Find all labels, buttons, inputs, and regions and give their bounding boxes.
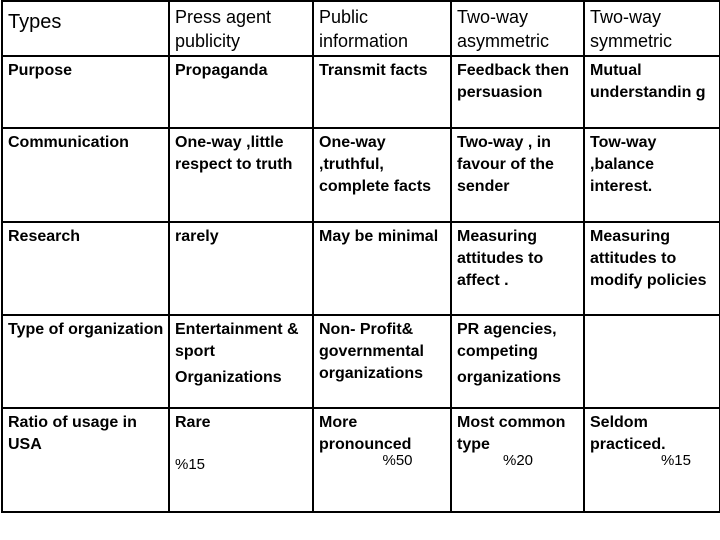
table-cell: Measuring attitudes to modify policies	[584, 222, 720, 315]
row-research	[2, 222, 720, 315]
cell-text: PR agencies, competing	[457, 321, 557, 360]
row-purpose	[2, 56, 720, 128]
header-two-way-symmetric: Two-way symmetric	[584, 1, 720, 56]
table-cell: Measuring attitudes to affect .	[451, 222, 584, 315]
table-cell	[584, 408, 720, 512]
row-type-of-organization	[2, 315, 720, 408]
header-row	[2, 1, 720, 56]
table-cell: Transmit facts	[313, 56, 451, 128]
header-two-way-asymmetric: Two-way asymmetric	[451, 1, 584, 56]
table-cell	[451, 408, 584, 512]
table-cell: Tow-way ,balance interest.	[584, 128, 720, 222]
pr-models-table	[1, 0, 720, 513]
cell-text: Entertainment & sport	[175, 321, 299, 360]
table-cell: Propaganda	[169, 56, 313, 128]
cell-text: Most common type	[457, 414, 566, 453]
table-cell	[169, 315, 313, 408]
table-cell	[584, 315, 720, 408]
table-cell: One-way ,truthful, complete facts	[313, 128, 451, 222]
row-label: Purpose	[2, 56, 169, 128]
header-press-agent: Press agent publicity	[169, 1, 313, 56]
header-public-information: Public information	[313, 1, 451, 56]
cell-text-extra: organizations	[457, 369, 562, 386]
usage-percent: %20	[502, 452, 534, 469]
usage-percent: %15	[175, 456, 206, 473]
table-cell: May be minimal	[313, 222, 451, 315]
table-cell	[313, 408, 451, 512]
usage-percent: %50	[382, 452, 413, 469]
table-cell: Feedback then persuasion	[451, 56, 584, 128]
cell-text: More pronounced	[319, 414, 412, 453]
cell-text: Seldom practiced.	[590, 414, 666, 453]
table-cell: Two-way , in favour of the sender	[451, 128, 584, 222]
table-cell: rarely	[169, 222, 313, 315]
row-label: Research	[2, 222, 169, 315]
row-label: Communication	[2, 128, 169, 222]
row-ratio-of-usage	[2, 408, 720, 512]
table-cell: One-way ,little respect to truth	[169, 128, 313, 222]
table-cell: Non- Profit& governmental organizations	[313, 315, 451, 408]
row-label: Type of organization	[2, 315, 169, 408]
table-cell: Mutual understandin g	[584, 56, 720, 128]
row-label: Ratio of usage in USA	[2, 408, 169, 512]
table-cell	[451, 315, 584, 408]
cell-text-extra: Organizations	[175, 369, 282, 386]
row-communication	[2, 128, 720, 222]
header-types: Types	[2, 1, 169, 56]
table-cell	[169, 408, 313, 512]
cell-text: Rare	[175, 414, 211, 431]
usage-percent: %15	[660, 452, 691, 469]
